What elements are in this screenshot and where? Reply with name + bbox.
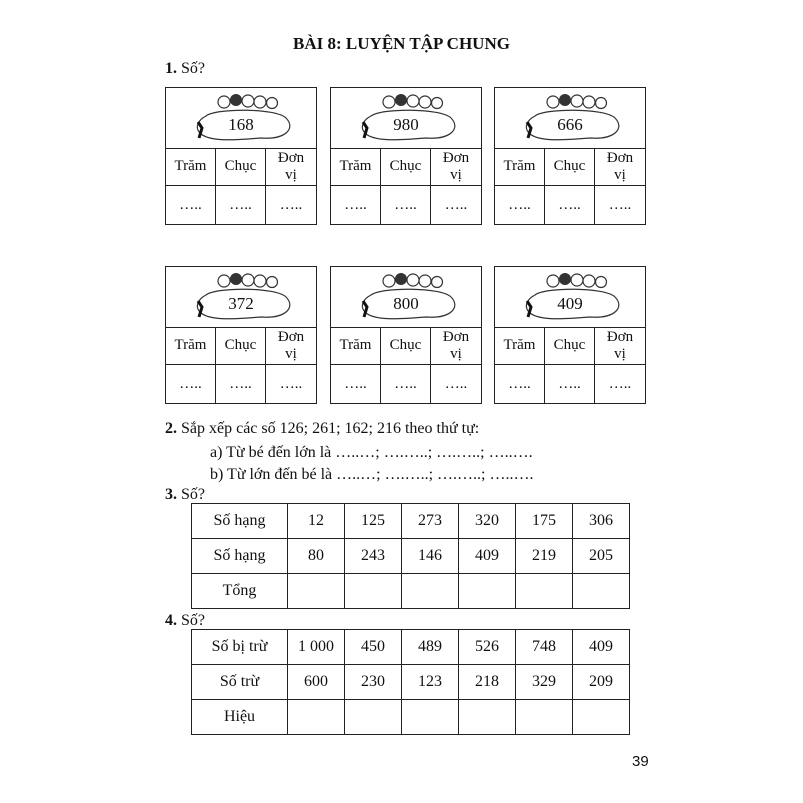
blank-don-vi[interactable]: ….. bbox=[279, 375, 303, 392]
place-value-card bbox=[494, 87, 646, 225]
place-value-grid bbox=[331, 327, 481, 403]
row-header: Số hạng bbox=[192, 539, 288, 574]
blank-don-vi[interactable]: ….. bbox=[608, 375, 632, 392]
card-number: 168 bbox=[228, 115, 254, 134]
header-don-vi: Đơn vị bbox=[266, 327, 316, 365]
children-illustration bbox=[331, 267, 481, 328]
blank-tram[interactable]: ….. bbox=[166, 186, 216, 224]
table-row bbox=[192, 504, 630, 539]
blank-tram[interactable]: ….. bbox=[166, 365, 216, 403]
children-illustration bbox=[166, 88, 316, 149]
table-cell: 320 bbox=[459, 504, 516, 539]
table-cell[interactable] bbox=[345, 574, 402, 609]
table-cell: 409 bbox=[459, 539, 516, 574]
header-chuc: Chục bbox=[216, 327, 266, 365]
header-chuc: Chục bbox=[545, 148, 595, 186]
header-don-vi: Đơn vị bbox=[595, 148, 645, 186]
card-number: 409 bbox=[557, 294, 583, 313]
row-header: Tổng bbox=[192, 574, 288, 609]
blank-tram[interactable]: ….. bbox=[495, 365, 545, 403]
blank-tram[interactable]: ….. bbox=[495, 186, 545, 224]
header-don-vi: Đơn vị bbox=[266, 148, 316, 186]
exercise-3-number: 3. bbox=[165, 486, 177, 503]
header-tram: Trăm bbox=[166, 327, 216, 365]
exercise-3-label bbox=[165, 486, 205, 504]
exercise-4-text: Số? bbox=[177, 612, 205, 629]
table-cell: 273 bbox=[402, 504, 459, 539]
table-row bbox=[192, 539, 630, 574]
exercise-2-line-b: b) Từ lớn đến bé là …..…; ….…..; ….…..; …..…. bbox=[210, 466, 534, 483]
table-cell: 409 bbox=[573, 630, 630, 665]
row-header: Hiệu bbox=[192, 700, 288, 735]
place-value-card bbox=[330, 266, 482, 404]
table-cell[interactable] bbox=[459, 700, 516, 735]
place-value-card bbox=[165, 266, 317, 404]
header-chuc: Chục bbox=[381, 148, 431, 186]
table-cell: 748 bbox=[516, 630, 573, 665]
blank-don-vi[interactable]: ….. bbox=[279, 196, 303, 213]
blank-chuc[interactable]: ….. bbox=[545, 365, 595, 403]
place-value-grid bbox=[495, 327, 645, 403]
card-number: 800 bbox=[393, 294, 419, 313]
table-cell: 329 bbox=[516, 665, 573, 700]
place-value-grid bbox=[166, 327, 316, 403]
children-illustration bbox=[495, 267, 645, 328]
children-illustration bbox=[331, 88, 481, 149]
table-cell[interactable] bbox=[459, 574, 516, 609]
blank-chuc[interactable]: ….. bbox=[381, 186, 431, 224]
row-header: Số bị trừ bbox=[192, 630, 288, 665]
header-tram: Trăm bbox=[495, 148, 545, 186]
blank-chuc[interactable]: ….. bbox=[545, 186, 595, 224]
table-cell: 450 bbox=[345, 630, 402, 665]
exercise-2-number: 2. bbox=[165, 420, 177, 437]
table-cell: 205 bbox=[573, 539, 630, 574]
place-value-grid bbox=[495, 148, 645, 224]
table-cell: 1 000 bbox=[288, 630, 345, 665]
table-row bbox=[192, 665, 630, 700]
blank-chuc[interactable]: ….. bbox=[216, 186, 266, 224]
children-illustration bbox=[495, 88, 645, 149]
exercise-1-number: 1. bbox=[165, 60, 177, 77]
header-tram: Trăm bbox=[331, 327, 381, 365]
table-cell: 175 bbox=[516, 504, 573, 539]
header-chuc: Chục bbox=[216, 148, 266, 186]
table-cell: 306 bbox=[573, 504, 630, 539]
table-cell[interactable] bbox=[402, 700, 459, 735]
blank-don-vi[interactable]: ….. bbox=[444, 196, 468, 213]
row-header: Số trừ bbox=[192, 665, 288, 700]
table-cell: 209 bbox=[573, 665, 630, 700]
table-row bbox=[192, 700, 630, 735]
card-number: 372 bbox=[228, 294, 254, 313]
table-cell: 80 bbox=[288, 539, 345, 574]
table-cell[interactable] bbox=[345, 700, 402, 735]
table-row bbox=[192, 630, 630, 665]
table-cell: 600 bbox=[288, 665, 345, 700]
header-chuc: Chục bbox=[381, 327, 431, 365]
table-cell[interactable] bbox=[516, 700, 573, 735]
table-cell[interactable] bbox=[573, 574, 630, 609]
exercise-1-text: Số? bbox=[177, 60, 205, 77]
header-don-vi: Đơn vị bbox=[595, 327, 645, 365]
exercise-1-label bbox=[165, 60, 205, 78]
header-tram: Trăm bbox=[331, 148, 381, 186]
page-number: 39 bbox=[632, 753, 649, 770]
table-row bbox=[192, 574, 630, 609]
exercise-2-line-a: a) Từ bé đến lớn là …..…; ….…..; ….…..; …..…. bbox=[210, 444, 533, 461]
place-value-grid bbox=[331, 148, 481, 224]
exercise-2-label bbox=[165, 420, 479, 438]
blank-chuc[interactable]: ….. bbox=[381, 365, 431, 403]
blank-tram[interactable]: ….. bbox=[331, 365, 381, 403]
header-tram: Trăm bbox=[495, 327, 545, 365]
table-cell: 243 bbox=[345, 539, 402, 574]
place-value-card bbox=[165, 87, 317, 225]
header-don-vi: Đơn vị bbox=[431, 327, 481, 365]
card-number: 666 bbox=[557, 115, 583, 134]
exercise-4-label bbox=[165, 612, 205, 630]
header-chuc: Chục bbox=[545, 327, 595, 365]
table-cell[interactable] bbox=[288, 574, 345, 609]
table-cell: 489 bbox=[402, 630, 459, 665]
card-number: 980 bbox=[393, 115, 419, 134]
header-don-vi: Đơn vị bbox=[431, 148, 481, 186]
children-illustration bbox=[166, 267, 316, 328]
table-cell: 230 bbox=[345, 665, 402, 700]
blank-chuc[interactable]: ….. bbox=[216, 365, 266, 403]
header-tram: Trăm bbox=[166, 148, 216, 186]
table-cell[interactable] bbox=[402, 574, 459, 609]
blank-don-vi[interactable]: ….. bbox=[608, 196, 632, 213]
blank-tram[interactable]: ….. bbox=[331, 186, 381, 224]
place-value-card bbox=[330, 87, 482, 225]
table-cell: 123 bbox=[402, 665, 459, 700]
table-cell: 526 bbox=[459, 630, 516, 665]
table-cell: 146 bbox=[402, 539, 459, 574]
exercise-4-number: 4. bbox=[165, 612, 177, 629]
table-cell[interactable] bbox=[516, 574, 573, 609]
table-cell[interactable] bbox=[573, 700, 630, 735]
table-cell: 219 bbox=[516, 539, 573, 574]
place-value-card bbox=[494, 266, 646, 404]
table-cell[interactable] bbox=[288, 700, 345, 735]
exercise-3-text: Số? bbox=[177, 486, 205, 503]
subtraction-table bbox=[191, 629, 630, 735]
row-header: Số hạng bbox=[192, 504, 288, 539]
page-title: BÀI 8: LUYỆN TẬP CHUNG bbox=[293, 34, 510, 53]
table-cell: 218 bbox=[459, 665, 516, 700]
table-cell: 125 bbox=[345, 504, 402, 539]
table-cell: 12 bbox=[288, 504, 345, 539]
place-value-grid bbox=[166, 148, 316, 224]
addition-table bbox=[191, 503, 630, 609]
exercise-2-text: Sắp xếp các số 126; 261; 162; 216 theo thứ tự: bbox=[177, 420, 480, 437]
blank-don-vi[interactable]: ….. bbox=[444, 375, 468, 392]
